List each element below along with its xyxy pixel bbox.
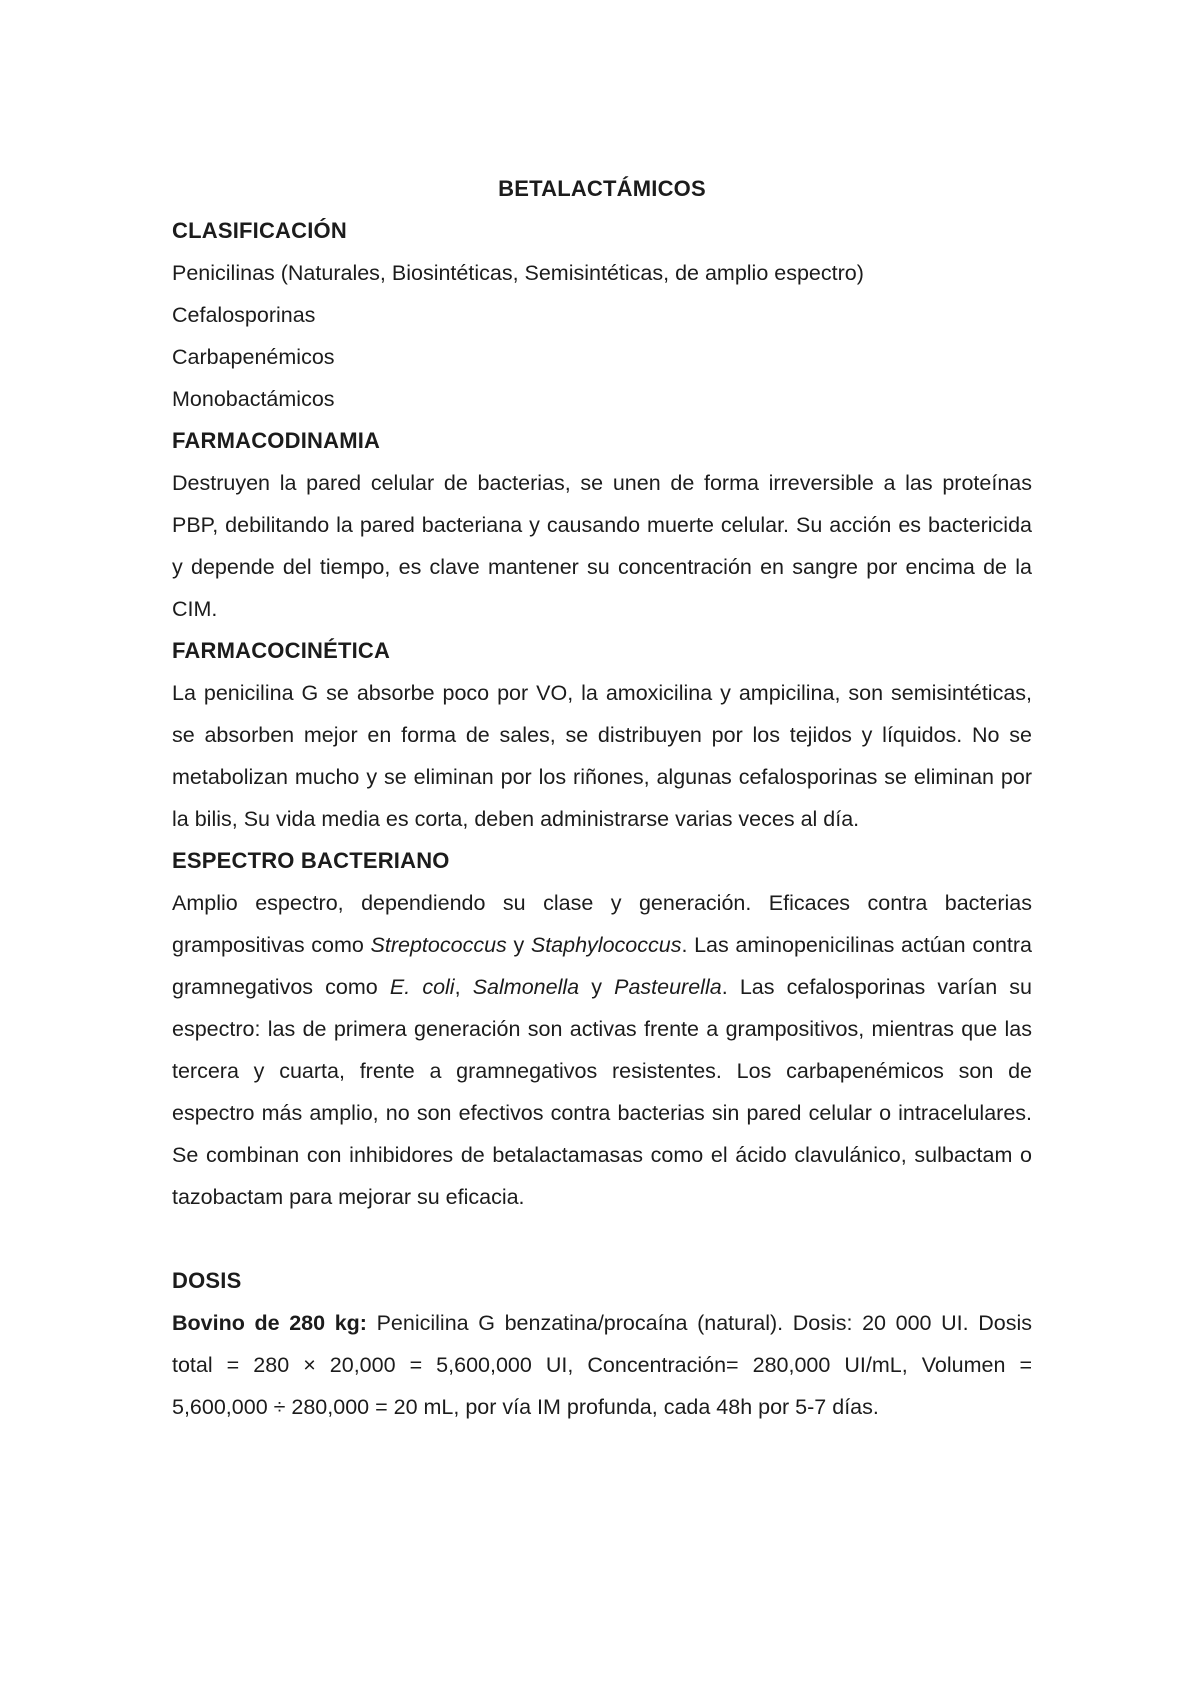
classification-item: Carbapenémicos <box>172 345 335 369</box>
section-heading-clasificacion: CLASIFICACIÓN <box>172 218 347 243</box>
section-heading-espectro: ESPECTRO BACTERIANO <box>172 848 450 873</box>
bacteria-name: E. coli <box>389 975 455 999</box>
bacteria-name: Salmonella <box>472 975 580 999</box>
section-heading-farmacocinetica: FARMACOCINÉTICA <box>172 638 391 663</box>
document-title: BETALACTÁMICOS <box>498 176 706 201</box>
espectro-text: Amplio espectro, dependiendo su clase y generación. Eficaces contra bacterias grampositivas como <box>172 891 1032 957</box>
classification-item: Monobactámicos <box>172 387 335 411</box>
document-page <box>172 168 1032 1428</box>
dosis-text: Penicilina G benzatina/procaína (natural). Dosis: 20 000 UI. Dosis total = 280 × 20,000 = 5,600,000 UI, Concentración= 280,000 UI/mL, Volumen = 5,600,000 ÷ 280,000 = 20 mL, por vía IM profunda, cada 48h por 5-7 días. <box>172 1311 1032 1419</box>
classification-list <box>172 252 1032 420</box>
farmacocinetica-paragraph: La penicilina G se absorbe poco por VO, la amoxicilina y ampicilina, son semisintéticas, se absorben mejor en forma de sales, se distribuyen por los tejidos y líquidos. No se metabolizan mucho y se eliminan por los riñones, algunas cefalosporinas se eliminan por la bilis, Su vida media es corta, deben administrarse varias veces al día. <box>172 681 1032 831</box>
espectro-text: . Las aminopenicilinas actúan contra gramnegativos como <box>172 933 1033 999</box>
espectro-text: y <box>506 933 531 957</box>
section-spacer <box>172 1218 1032 1260</box>
bacteria-name: Staphylococcus <box>530 933 682 957</box>
espectro-text: . Las cefalosporinas varían su espectro: las de primera generación son activas frente a grampositivos, mientras que las tercera y cuarta, frente a gramnegativos resistentes. Los carbapenémicos son de espectro más amplio, no son efectivos contra bacterias sin pared celular o intracelulares. Se combinan con inhibidores de betalactamasas como el ácido clavulánico, sulbactam o tazobactam para mejorar su eficacia. <box>172 975 1032 1209</box>
espectro-text: , <box>454 975 473 999</box>
section-heading-dosis: DOSIS <box>172 1268 242 1293</box>
espectro-text: y <box>579 975 615 999</box>
farmacodinamia-paragraph: Destruyen la pared celular de bacterias, se unen de forma irreversible a las proteínas PBP, debilitando la pared bacteriana y causando muerte celular. Su acción es bactericida y depende del tiempo, es clave mantener su concentración en sangre por encima de la CIM. <box>172 471 1032 621</box>
espectro-paragraph <box>172 882 1032 1218</box>
classification-item: Penicilinas (Naturales, Biosintéticas, Semisintéticas, de amplio espectro) <box>172 261 864 285</box>
bacteria-name: Pasteurella <box>614 975 722 999</box>
classification-item: Cefalosporinas <box>172 303 316 327</box>
bacteria-name: Streptococcus <box>370 933 507 957</box>
dosis-label: Bovino de 280 kg: <box>172 1311 367 1335</box>
dosis-paragraph <box>172 1302 1032 1428</box>
section-heading-farmacodinamia: FARMACODINAMIA <box>172 428 381 453</box>
